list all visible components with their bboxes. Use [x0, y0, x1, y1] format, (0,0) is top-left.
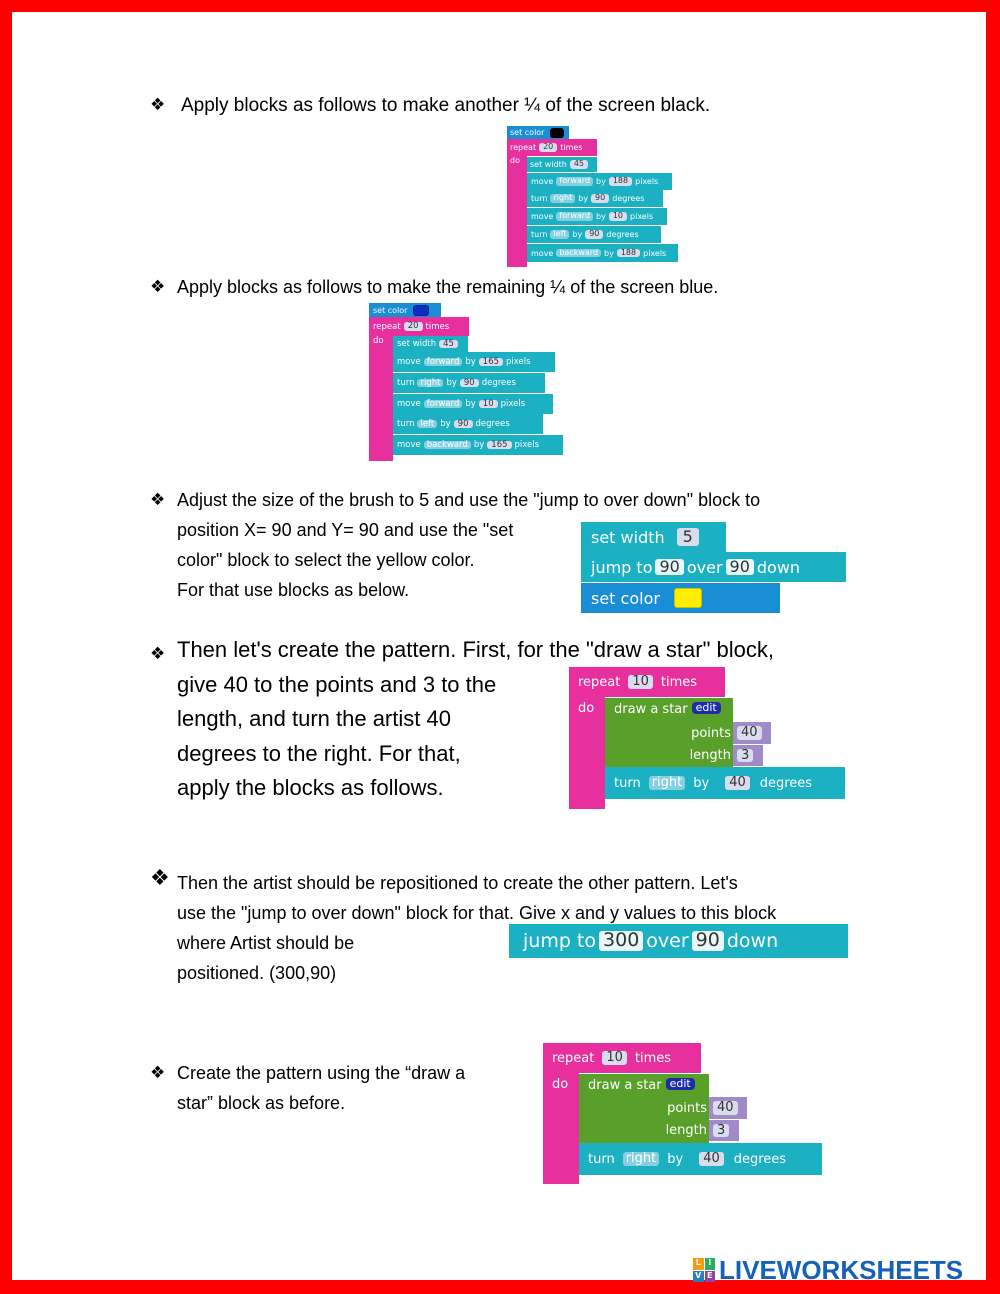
- repeat-block[interactable]: repeat 10 times: [543, 1043, 701, 1073]
- length-value-block[interactable]: 3: [709, 1120, 739, 1141]
- command-block[interactable]: turn right by 90 degrees: [393, 373, 545, 393]
- amount-value[interactable]: 165: [479, 358, 503, 367]
- width-value[interactable]: 5: [677, 528, 699, 547]
- command-block[interactable]: move forward by 10 pixels: [393, 394, 553, 414]
- direction-dropdown[interactable]: right: [649, 776, 686, 790]
- instruction-2: ❖ Apply blocks as follows to make the remaining ¼ of the screen blue.: [150, 277, 719, 297]
- set-width-block[interactable]: set width 45: [527, 157, 597, 172]
- points-param: points: [605, 722, 733, 744]
- repeat-do-bar: do: [569, 697, 605, 809]
- set-width-block[interactable]: set width 45: [393, 336, 468, 352]
- command-block[interactable]: turn left by 90 degrees: [527, 226, 661, 243]
- amount-value[interactable]: 90: [460, 379, 479, 388]
- width-value[interactable]: 45: [439, 340, 458, 349]
- repeat-do-bar: do: [507, 156, 527, 267]
- bullet-icon: ❖: [150, 490, 166, 510]
- points-value-block[interactable]: 40: [709, 1097, 747, 1119]
- liveworksheets-logo[interactable]: [693, 1255, 989, 1285]
- repeat-do-bar: do: [369, 336, 393, 461]
- amount-value[interactable]: 165: [487, 441, 511, 450]
- draw-star-block[interactable]: draw a star edit: [579, 1074, 709, 1144]
- turn-block[interactable]: turn right by 40 degrees: [605, 767, 845, 799]
- instruction-6: ❖ Create the pattern using the “draw a star” block as before.: [150, 1058, 550, 1118]
- repeat-count[interactable]: 20: [404, 322, 423, 331]
- direction-dropdown[interactable]: right: [623, 1152, 660, 1166]
- command-block[interactable]: move forward by 165 pixels: [393, 352, 555, 372]
- bullet-icon: ❖: [150, 1063, 166, 1083]
- jump-x-value[interactable]: 300: [599, 931, 643, 951]
- instruction-3: ❖ Adjust the size of the brush to 5 and use the "jump to over down" block to position X= 90 and Y= 90 and use the "set color" block to select the yellow color. For that use blocks as below.: [150, 485, 970, 605]
- direction-dropdown[interactable]: forward: [424, 400, 463, 409]
- edit-button[interactable]: edit: [692, 702, 721, 714]
- direction-dropdown[interactable]: forward: [424, 358, 463, 367]
- command-block[interactable]: turn right by 90 degrees: [527, 190, 663, 207]
- color-swatch[interactable]: [550, 128, 564, 138]
- amount-value[interactable]: 90: [585, 230, 603, 238]
- points-param: points: [579, 1097, 709, 1119]
- length-param: length: [605, 744, 733, 766]
- direction-dropdown[interactable]: right: [417, 379, 443, 388]
- repeat-count[interactable]: 20: [539, 143, 557, 151]
- jump-y-value[interactable]: 90: [692, 931, 724, 951]
- repeat-do-bar: do: [543, 1073, 579, 1184]
- jump-x-value[interactable]: 90: [655, 559, 683, 576]
- direction-dropdown[interactable]: backward: [424, 441, 471, 450]
- points-value-block[interactable]: 40: [733, 722, 771, 744]
- color-swatch[interactable]: [413, 305, 429, 316]
- set-width-block[interactable]: set width 5: [581, 522, 726, 552]
- set-color-block[interactable]: set color: [581, 583, 780, 613]
- edit-button[interactable]: edit: [666, 1078, 695, 1090]
- direction-dropdown[interactable]: forward: [556, 212, 593, 220]
- direction-dropdown[interactable]: backward: [556, 249, 601, 257]
- instruction-4: ❖ Then let's create the pattern. First, for the "draw a star" block, give 40 to the points and 3 to the length, and turn the artist 40 degrees to the right. For that, apply the blocks as follows.: [150, 637, 774, 800]
- repeat-block[interactable]: repeat 20 times: [369, 317, 469, 336]
- repeat-count[interactable]: 10: [628, 675, 653, 689]
- bullet-icon: ❖: [150, 95, 166, 115]
- direction-dropdown[interactable]: left: [417, 420, 437, 429]
- bullet-icon: ❖: [150, 866, 170, 891]
- length-value-block[interactable]: 3: [733, 745, 763, 766]
- instruction-5: ❖ Then the artist should be repositioned to create the other pattern. Let's use the "jump to over down" block for that. Give x and y values to this block where Artist should be positioned. (300,90): [150, 866, 777, 983]
- jump-to-block[interactable]: jump to 90 over 90 down: [581, 552, 846, 582]
- length-param: length: [579, 1119, 709, 1141]
- draw-star-block[interactable]: draw a star edit: [605, 698, 733, 768]
- turn-degrees[interactable]: 40: [699, 1152, 724, 1166]
- instruction-1: ❖ Apply blocks as follows to make another ¼ of the screen black.: [150, 95, 711, 116]
- logo-cube-icon: L I V E: [693, 1258, 715, 1282]
- color-swatch[interactable]: [674, 588, 702, 608]
- logo-text: LIVEWORKSHEETS: [719, 1254, 964, 1285]
- command-block[interactable]: move backward by 188 pixels: [527, 244, 678, 262]
- amount-value[interactable]: 90: [591, 194, 609, 202]
- direction-dropdown[interactable]: forward: [556, 177, 593, 185]
- bullet-icon: ❖: [150, 644, 166, 664]
- amount-value[interactable]: 10: [479, 400, 498, 409]
- turn-block[interactable]: turn right by 40 degrees: [579, 1143, 822, 1175]
- amount-value[interactable]: 10: [609, 212, 627, 220]
- command-block[interactable]: move backward by 165 pixels: [393, 435, 563, 455]
- width-value[interactable]: 45: [570, 160, 588, 168]
- amount-value[interactable]: 188: [609, 177, 632, 185]
- direction-dropdown[interactable]: left: [550, 230, 569, 238]
- set-color-block[interactable]: set color: [369, 303, 441, 317]
- turn-degrees[interactable]: 40: [725, 776, 750, 790]
- jump-y-value[interactable]: 90: [726, 559, 754, 576]
- command-block[interactable]: move forward by 10 pixels: [527, 208, 667, 225]
- amount-value[interactable]: 90: [454, 420, 473, 429]
- command-block[interactable]: move forward by 188 pixels: [527, 173, 672, 190]
- direction-dropdown[interactable]: right: [550, 194, 575, 202]
- command-block[interactable]: turn left by 90 degrees: [393, 414, 543, 434]
- repeat-block[interactable]: repeat 10 times: [569, 667, 725, 697]
- set-color-block[interactable]: set color: [507, 126, 569, 139]
- bullet-icon: ❖: [150, 277, 166, 297]
- jump-to-block[interactable]: jump to 300 over 90 down: [509, 924, 848, 958]
- repeat-block[interactable]: repeat 20 times: [507, 139, 597, 156]
- amount-value[interactable]: 188: [617, 249, 640, 257]
- repeat-count[interactable]: 10: [602, 1051, 627, 1065]
